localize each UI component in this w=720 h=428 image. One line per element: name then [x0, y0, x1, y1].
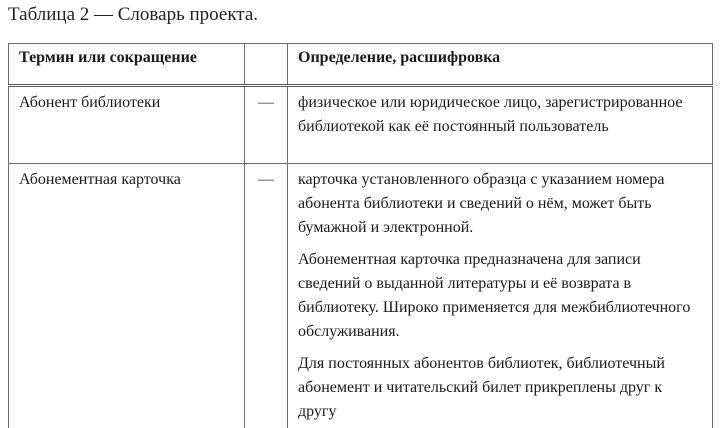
table-row — [9, 164, 713, 428]
header-definition — [288, 44, 713, 86]
separator-cell — [245, 164, 288, 428]
header-definition-label: Определение, расшифровка — [298, 49, 501, 66]
table-caption: Таблица 2 — Словарь проекта. — [8, 4, 259, 25]
term-text: Абонементная карточка — [19, 171, 181, 188]
term-text: Абонент библиотеки — [19, 94, 161, 111]
table-row — [9, 86, 713, 164]
definition-cell — [288, 164, 713, 428]
em-dash: — — [258, 171, 274, 188]
term-cell — [9, 164, 245, 428]
definition-paragraph: физическое или юридическое лицо, зарегистрированное библиотекой как её постоянный пользователь — [298, 94, 683, 135]
definition-paragraph: карточка установленного образца с указанием номера абонента библиотеки и сведений о нём, может быть бумажной и электронной. — [298, 171, 665, 236]
header-separator — [245, 44, 288, 86]
header-separator-label — [245, 44, 287, 47]
separator-cell — [245, 86, 288, 164]
definition-paragraph: Для постоянных абонентов библиотек, библиотечный абонемент и читательский билет прикреплены друг к другу — [298, 355, 665, 420]
header-term — [9, 44, 245, 86]
em-dash: — — [258, 94, 274, 111]
definition-paragraph: Абонементная карточка предназначена для записи сведений о выданной литературы и её возврата в библиотеку. Широко применяется для межбиблиотечного обслуживания. — [298, 251, 691, 340]
term-cell — [9, 86, 245, 164]
glossary-table — [8, 43, 713, 428]
definition-cell — [288, 86, 713, 164]
header-term-label: Термин или сокращение — [19, 49, 197, 66]
table-header-row — [9, 44, 713, 86]
